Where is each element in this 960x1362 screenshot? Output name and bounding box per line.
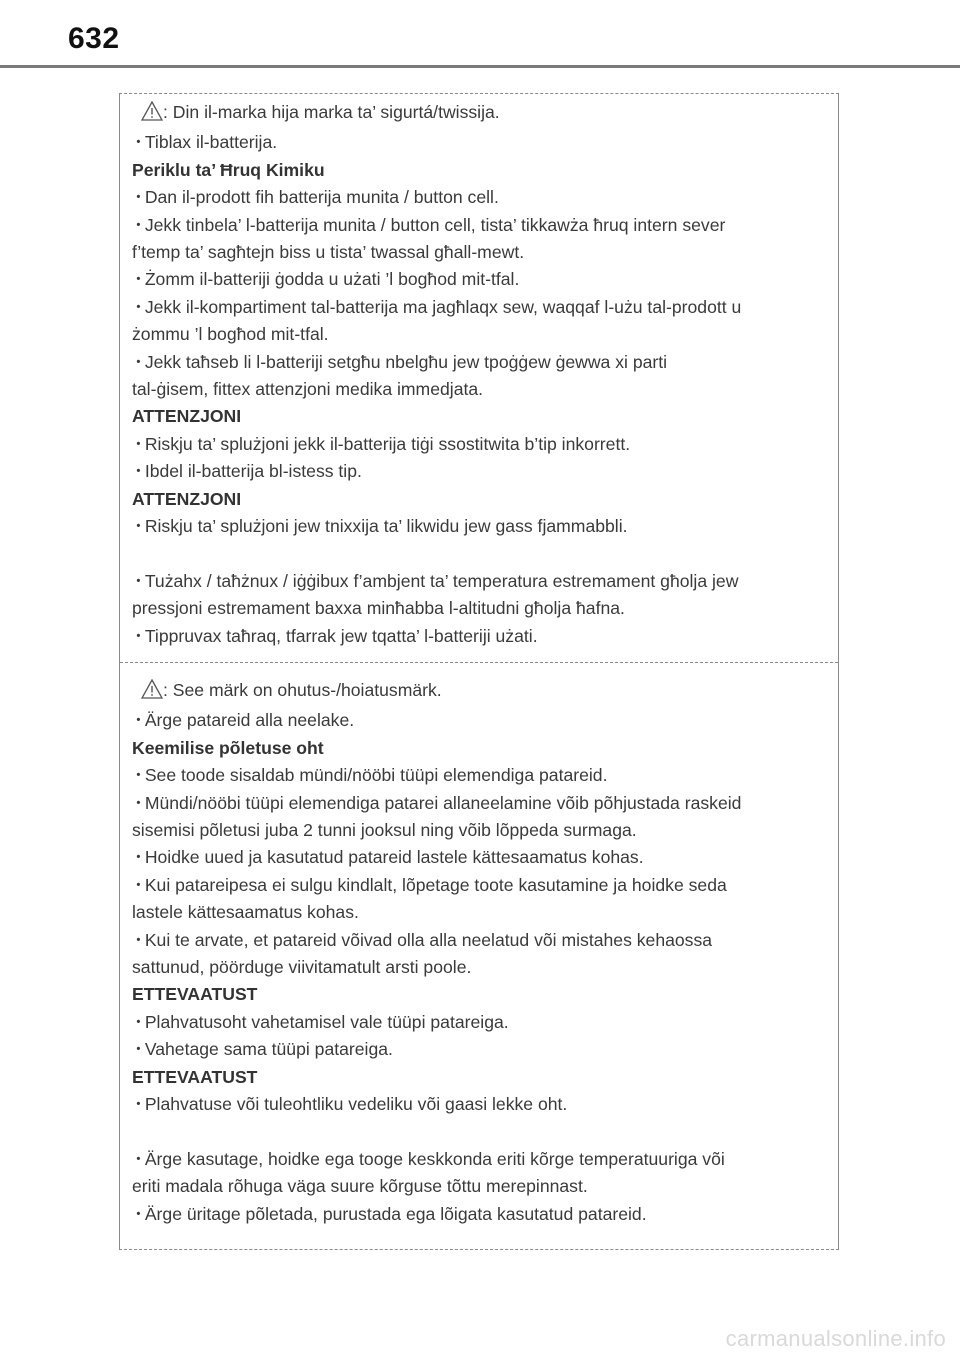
item-text: Ärge patareid alla neelake.: [144, 710, 355, 731]
section-maltese: [132, 99, 822, 650]
list-item: ･ Hoidke uued ja kasutatud patareid lastele kättesaamatus kohas.: [134, 847, 644, 868]
list-item: ･ Jekk taħseb li l-batteriji setgħu nbelgħu jew tpoġġew ġewwa xi parti: [134, 351, 668, 372]
list-item: ･ Mündi/nööbi tüüpi elemendiga patarei allaneelamine võib põhjustada raskeid: [134, 792, 742, 813]
intro-line: [132, 677, 822, 707]
list-item: ･ Ärge üritage põletada, purustada ega lõigata kasutatud patareid.: [134, 1203, 647, 1224]
item-text: Ibdel il-batterija bl-istess tip.: [144, 461, 362, 482]
item-text: Ärge kasutage, hoidke ega tooge keskkonda eriti kõrge temperatuuriga või: [144, 1148, 725, 1169]
list-item: ･ Jekk il-kompartiment tal-batterija ma jagħlaqx sew, waqqaf l-użu tal-prodott u: [134, 296, 742, 317]
heading-chemical-burn: Periklu ta’ Ħruq Kimiku: [132, 159, 325, 180]
list-item: ･ Ärge kasutage, hoidke ega tooge keskkonda eriti kõrge temperatuuriga või: [134, 1148, 725, 1169]
list-item: ･ Tippruvax taħraq, tfarrak jew tqatta’ l-batteriji użati.: [134, 625, 538, 646]
list-item: ･ Plahvatuse või tuleohtliku vedeliku või gaasi lekke oht.: [134, 1094, 568, 1115]
watermark: carmanualsonline.info: [725, 1326, 946, 1351]
item-text: Tiblax il-batterija.: [144, 132, 278, 153]
list-item: ･ Riskju ta’ splużjoni jew tnixxija ta’ likwidu jew gass fjammabbli.: [134, 516, 628, 537]
item-text: Dan il-prodott fih batterija munita / button cell.: [144, 187, 499, 208]
list-item: ･ Ärge patareid alla neelake.: [134, 710, 355, 731]
list-item: ･ Vahetage sama tüüpi patareiga.: [134, 1039, 393, 1060]
spacer: [132, 1119, 822, 1146]
section-divider: [120, 662, 838, 663]
item-text: Mündi/nööbi tüüpi elemendiga patarei allaneelamine võib põhjustada raskeid: [144, 792, 742, 813]
intro-text: : Din il-marka hija marka ta’ sigurtá/twissija.: [163, 102, 500, 122]
item-text: Plahvatusoht vahetamisel vale tüüpi patareiga.: [144, 1011, 509, 1032]
item-continuation: f’temp ta’ sagħtejn biss u tista’ twassal għall-mewt.: [132, 242, 525, 263]
section-estonian: [132, 677, 822, 1228]
list-item: ･ See toode sisaldab mündi/nööbi tüüpi elemendiga patareid.: [134, 765, 608, 786]
list-item: ･ Jekk tinbela’ l-batterija munita / button cell, tista’ tikkawża ħruq intern sever: [134, 214, 726, 235]
intro-line: [132, 99, 822, 129]
list-item: ･ Tużahx / taħżnux / iġġibux f’ambjent ta’ temperatura estremament għolja jew: [134, 570, 739, 591]
list-item: ･ Riskju ta’ splużjoni jekk il-batterija tiġi ssostitwita b’tip inkorrett.: [134, 433, 631, 454]
item-text: See toode sisaldab mündi/nööbi tüüpi elemendiga patareid.: [144, 765, 608, 786]
list-item: ･ Kui patareipesa ei sulgu kindlalt, lõpetage toote kasutamine ja hoidke seda: [134, 874, 727, 895]
item-continuation: tal-ġisem, fittex attenzjoni medika immedjata.: [132, 379, 484, 400]
item-text: Riskju ta’ splużjoni jew tnixxija ta’ likwidu jew gass fjammabbli.: [144, 516, 628, 537]
spacer: [132, 541, 822, 568]
item-text: Jekk taħseb li l-batteriji setgħu nbelgħu jew tpoġġew ġewwa xi parti: [144, 351, 668, 372]
heading-chemical-burn: Keemilise põletuse oht: [132, 737, 324, 758]
item-text: Żomm il-batteriji ġodda u użati ’l bogħod mit-tfal.: [144, 269, 520, 290]
item-continuation: sattunud, pöörduge viivitamatult arsti poole.: [132, 957, 472, 978]
item-continuation: sisemisi põletusi juba 2 tunni jooksul ning võib lõppeda surmaga.: [132, 820, 637, 841]
item-continuation: eriti madala rõhuga väga suure kõrguse tõttu merepinnast.: [132, 1176, 588, 1197]
list-item: ･ Ibdel il-batterija bl-istess tip.: [134, 461, 362, 482]
list-item: ･ Tiblax il-batterija.: [134, 132, 278, 153]
page-number: 632: [68, 22, 120, 55]
item-continuation: lastele kättesaamatus kohas.: [132, 902, 359, 923]
item-text: Jekk tinbela’ l-batterija munita / button cell, tista’ tikkawża ħruq intern sever: [144, 214, 726, 235]
item-text: Jekk il-kompartiment tal-batterija ma jagħlaqx sew, waqqaf l-użu tal-prodott u: [144, 296, 742, 317]
warning-triangle-icon: [141, 679, 163, 707]
item-text: Tużahx / taħżnux / iġġibux f’ambjent ta’ temperatura estremament għolja jew: [144, 570, 739, 591]
item-text: Plahvatuse või tuleohtliku vedeliku või gaasi lekke oht.: [144, 1094, 568, 1115]
warning-box: [119, 93, 839, 1250]
item-text: Tippruvax taħraq, tfarrak jew tqatta’ l-batteriji użati.: [144, 625, 538, 646]
list-item: ･ Żomm il-batteriji ġodda u użati ’l bogħod mit-tfal.: [134, 269, 520, 290]
heading-caution: ETTEVAATUST: [132, 1066, 258, 1087]
item-text: Vahetage sama tüüpi patareiga.: [144, 1039, 393, 1060]
item-continuation: żommu ’l bogħod mit-tfal.: [132, 324, 329, 345]
item-text: Riskju ta’ splużjoni jekk il-batterija tiġi ssostitwita b’tip inkorrett.: [144, 433, 631, 454]
item-text: Ärge üritage põletada, purustada ega lõigata kasutatud patareid.: [144, 1203, 647, 1224]
list-item: ･ Dan il-prodott fih batterija munita / button cell.: [134, 187, 499, 208]
list-item: ･ Kui te arvate, et patareid võivad olla alla neelatud või mistahes kehaossa: [134, 929, 713, 950]
item-continuation: pressjoni estremament baxxa minħabba l-altitudni għolja ħafna.: [132, 598, 625, 619]
intro-text: : See märk on ohutus-/hoiatusmärk.: [163, 680, 442, 700]
list-item: ･ Plahvatusoht vahetamisel vale tüüpi patareiga.: [134, 1011, 509, 1032]
item-text: Kui patareipesa ei sulgu kindlalt, lõpetage toote kasutamine ja hoidke seda: [144, 874, 727, 895]
header-rule: [0, 65, 960, 68]
heading-caution: ATTENZJONI: [132, 488, 242, 509]
item-text: Kui te arvate, et patareid võivad olla alla neelatud või mistahes kehaossa: [144, 929, 713, 950]
item-text: Hoidke uued ja kasutatud patareid lastele kättesaamatus kohas.: [144, 847, 644, 868]
warning-triangle-icon: [141, 101, 163, 129]
heading-caution: ETTEVAATUST: [132, 984, 258, 1005]
heading-caution: ATTENZJONI: [132, 406, 242, 427]
